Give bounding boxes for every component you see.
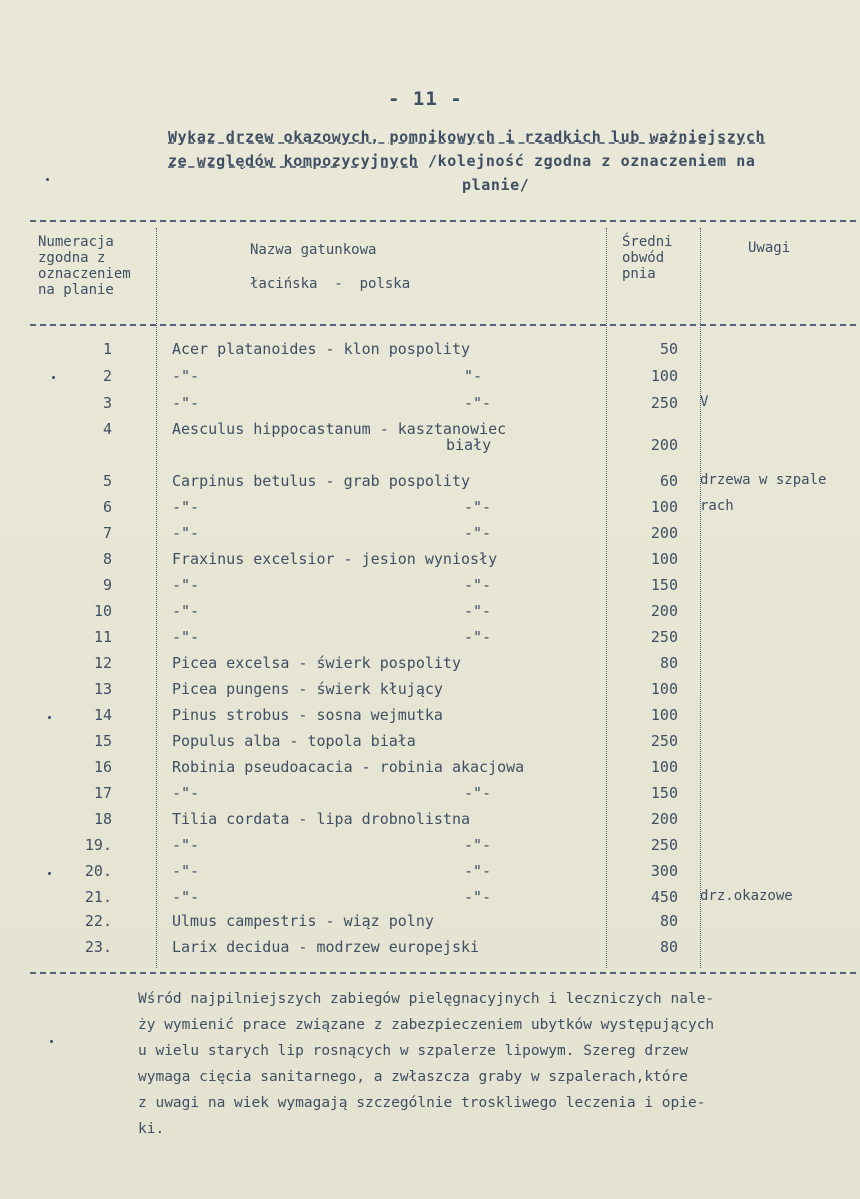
row-polish-name: -"- — [464, 628, 492, 646]
row-polish-name: -"- — [464, 524, 492, 542]
row-circumference: 100 — [650, 498, 678, 516]
header-numbering: Numeracja zgodna z oznaczeniem na planie — [38, 234, 131, 298]
row-number: 17 — [93, 784, 112, 802]
row-polish-name: biały — [446, 436, 492, 454]
row-number: 8 — [102, 550, 112, 568]
table-row — [0, 810, 860, 836]
row-polish-name: "- — [464, 367, 483, 385]
row-number: 12 — [93, 654, 112, 672]
table-header-rule — [30, 324, 856, 326]
table-row — [0, 784, 860, 810]
table-row — [0, 524, 860, 550]
row-latin-name: Robinia pseudoacacia - robinia akacjowa — [172, 758, 525, 776]
row-latin-name: Tilia cordata - lipa drobnolistna — [172, 810, 471, 828]
table-row — [0, 576, 860, 602]
table-row — [0, 367, 860, 393]
table-row — [0, 888, 860, 914]
table-row — [0, 836, 860, 862]
table-row — [0, 862, 860, 888]
row-polish-name: -"- — [464, 498, 492, 516]
row-number: 14 — [93, 706, 112, 724]
row-circumference: 200 — [650, 524, 678, 542]
row-circumference: 100 — [650, 367, 678, 385]
row-polish-name: -"- — [464, 836, 492, 854]
table-row — [0, 436, 860, 462]
table-row — [0, 680, 860, 706]
heading-line-3: planie/ — [462, 176, 530, 194]
row-circumference: 100 — [650, 758, 678, 776]
header-notes: Uwagi — [748, 240, 791, 256]
paragraph-line: u wielu starych lip rosnących w szpalerze lipowym. Szereg drzew — [138, 1043, 688, 1059]
row-note: V — [700, 394, 709, 410]
row-latin-name: -"- — [172, 888, 200, 906]
row-circumference: 250 — [650, 836, 678, 854]
row-circumference: 80 — [659, 654, 678, 672]
table-row — [0, 340, 860, 366]
row-polish-name: -"- — [464, 888, 492, 906]
row-number: 11 — [93, 628, 112, 646]
row-number: 5 — [102, 472, 112, 490]
table-row — [0, 498, 860, 524]
margin-dot — [46, 178, 49, 181]
page-number: - 11 - — [388, 88, 463, 110]
row-note: rach — [700, 498, 734, 514]
row-circumference: 100 — [650, 706, 678, 724]
paragraph-line: ki. — [138, 1121, 165, 1137]
row-latin-name: -"- — [172, 862, 200, 880]
row-number: 16 — [93, 758, 112, 776]
row-number: 13 — [93, 680, 112, 698]
table-row — [0, 912, 860, 938]
row-circumference: 250 — [650, 732, 678, 750]
row-latin-name: Aesculus hippocastanum - kasztanowiec — [172, 420, 507, 438]
row-circumference: 80 — [659, 938, 678, 956]
row-number: 9 — [102, 576, 112, 594]
row-circumference: 200 — [650, 602, 678, 620]
heading-line-2-underlined: ze względów kompozycyjnych — [168, 152, 419, 170]
row-circumference: 250 — [650, 628, 678, 646]
row-latin-name: -"- — [172, 367, 200, 385]
row-latin-name: Picea pungens - świerk kłujący — [172, 680, 443, 698]
header-circumference: Średni obwód pnia — [622, 234, 673, 282]
paragraph-line: Wśród najpilniejszych zabiegów pielęgnacyjnych i leczniczych nale- — [138, 991, 715, 1007]
row-latin-name: -"- — [172, 576, 200, 594]
row-note: drz.okazowe — [700, 888, 793, 904]
table-row — [0, 550, 860, 576]
row-number: 23. — [84, 938, 112, 956]
row-circumference: 100 — [650, 680, 678, 698]
row-latin-name: -"- — [172, 784, 200, 802]
row-circumference: 300 — [650, 862, 678, 880]
table-bottom-rule — [30, 972, 856, 974]
row-latin-name: -"- — [172, 628, 200, 646]
row-latin-name: -"- — [172, 602, 200, 620]
paragraph-line: z uwagi na wiek wymagają szczególnie troskliwego leczenia i opie- — [138, 1095, 706, 1111]
row-circumference: 200 — [650, 436, 678, 454]
row-latin-name: Picea excelsa - świerk pospolity — [172, 654, 461, 672]
row-circumference: 150 — [650, 784, 678, 802]
table-row — [0, 602, 860, 628]
row-latin-name: -"- — [172, 524, 200, 542]
margin-dot — [48, 872, 51, 875]
table-top-rule — [30, 220, 856, 222]
row-number: 10 — [93, 602, 112, 620]
row-polish-name: -"- — [464, 862, 492, 880]
row-latin-name: -"- — [172, 498, 200, 516]
table-row — [0, 472, 860, 498]
row-latin-name: -"- — [172, 394, 200, 412]
row-number: 19. — [84, 836, 112, 854]
row-circumference: 60 — [659, 472, 678, 490]
header-name-sub: łacińska - polska — [250, 276, 411, 292]
row-circumference: 100 — [650, 550, 678, 568]
row-circumference: 250 — [650, 394, 678, 412]
row-polish-name: -"- — [464, 784, 492, 802]
row-latin-name: Carpinus betulus - grab pospolity — [172, 472, 471, 490]
paragraph-line: ży wymienić prace związane z zabezpieczeniem ubytków występujących — [138, 1017, 715, 1033]
table-row — [0, 654, 860, 680]
row-note: drzewa w szpale — [700, 472, 827, 488]
row-number: 1 — [102, 340, 112, 358]
table-row — [0, 394, 860, 420]
row-circumference: 80 — [659, 912, 678, 930]
row-polish-name: -"- — [464, 576, 492, 594]
row-latin-name: Populus alba - topola biała — [172, 732, 416, 750]
row-circumference: 50 — [659, 340, 678, 358]
heading-line-1: Wykaz drzew okazowych, pomnikowych i rzadkich lub ważniejszych — [168, 128, 766, 146]
paragraph-line: wymaga cięcia sanitarnego, a zwłaszcza graby w szpalerach,które — [138, 1069, 688, 1085]
row-number: 7 — [102, 524, 112, 542]
row-latin-name: -"- — [172, 836, 200, 854]
header-name: Nazwa gatunkowa — [250, 242, 377, 258]
row-circumference: 150 — [650, 576, 678, 594]
margin-dot — [48, 716, 51, 719]
row-number: 4 — [102, 420, 112, 438]
heading-line-2 — [168, 152, 755, 170]
row-circumference: 200 — [650, 810, 678, 828]
row-number: 3 — [102, 394, 112, 412]
table-row — [0, 758, 860, 784]
row-latin-name: Pinus strobus - sosna wejmutka — [172, 706, 443, 724]
table-row — [0, 732, 860, 758]
margin-dot — [50, 1040, 53, 1043]
row-polish-name: -"- — [464, 394, 492, 412]
table-row — [0, 938, 860, 964]
margin-dot — [52, 376, 55, 379]
row-number: 20. — [84, 862, 112, 880]
row-latin-name: Fraxinus excelsior - jesion wyniosły — [172, 550, 498, 568]
row-number: 22. — [84, 912, 112, 930]
heading-line-2-rest: /kolejność zgodna z oznaczeniem na — [418, 152, 756, 170]
row-number: 18 — [93, 810, 112, 828]
row-circumference: 450 — [650, 888, 678, 906]
row-latin-name: Larix decidua - modrzew europejski — [172, 938, 480, 956]
table-row — [0, 706, 860, 732]
row-latin-name: Ulmus campestris - wiąz polny — [172, 912, 434, 930]
row-number: 6 — [102, 498, 112, 516]
row-number: 21. — [84, 888, 112, 906]
row-number: 15 — [93, 732, 112, 750]
row-number: 2 — [102, 367, 112, 385]
closing-paragraph — [138, 986, 848, 1142]
row-latin-name: Acer platanoides - klon pospolity — [172, 340, 471, 358]
row-polish-name: -"- — [464, 602, 492, 620]
table-row — [0, 628, 860, 654]
